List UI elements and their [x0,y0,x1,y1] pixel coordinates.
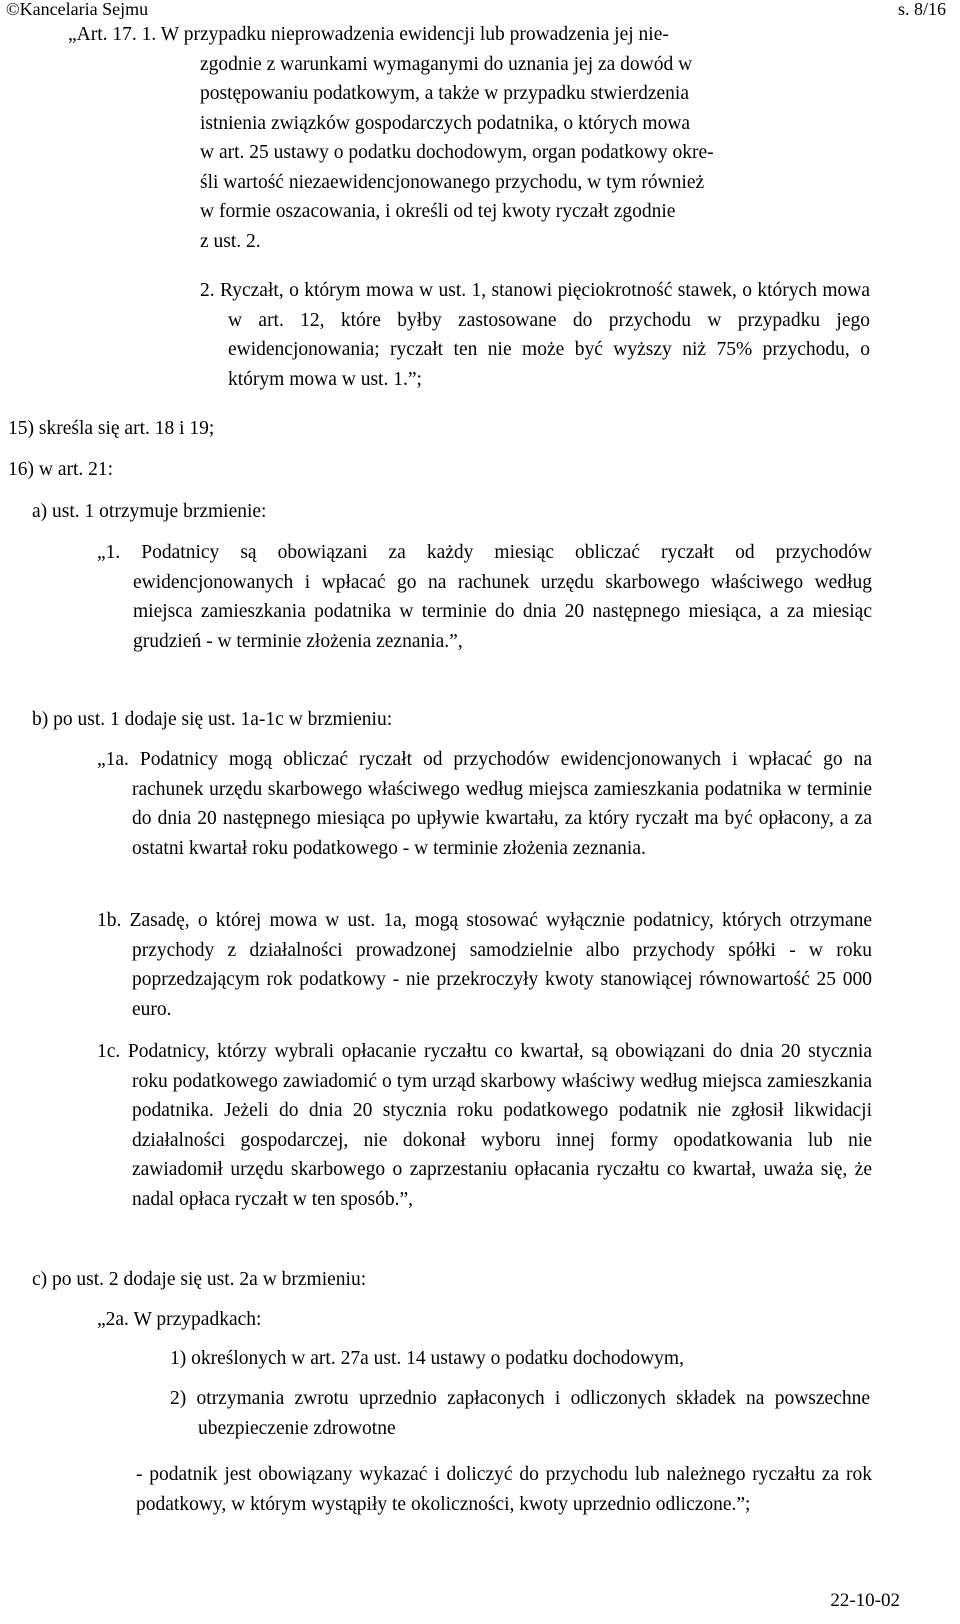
ust-1b [97,906,872,1024]
art-17-paragraph-2 [200,276,870,394]
text-line: z ust. 2. [200,230,261,252]
paragraph-text: „1. Podatnicy są obowiązani za każdy miesiąc obliczać ryczałt od przychodów ewidencjonowanych i wpłacać go na rachunek urzędu skarbowego właściwego według miejsca zamieszkania podatnika w terminie do dnia 20 następnego miesiąca, a za miesiąc grudzień - w terminie złożenia zeznania.”, [97,542,872,652]
text-line: istnienia związków gospodarczych podatnika, o których mowa [200,112,691,134]
item-16c [32,1265,632,1295]
text-line: zgodnie z warunkami wymaganymi do uznania jej za dowód w [200,53,693,75]
item-15 [8,414,508,444]
ust-2a-point-1 [170,1344,870,1374]
ust-2a-conclusion [136,1460,872,1519]
item-text: 16) w art. 21: [8,459,114,480]
item-text: b) po ust. 1 dodaje się ust. 1a-1c w brzmieniu: [32,709,393,730]
paragraph-text: - podatnik jest obowiązany wykazać i doliczyć do przychodu lub należnego ryczałtu za rok podatkowy, w którym wystąpiły te okoliczności, kwoty uprzednio odliczone.”; [136,1464,872,1515]
text-line: w art. 25 ustawy o podatku dochodowym, organ podatkowy okre- [200,142,714,163]
item-16b [32,705,632,735]
ust-1c [97,1037,872,1214]
ust-2a-point-2 [170,1384,870,1443]
header-source: ©Kancelaria Sejmu [6,0,149,19]
item-text: c) po ust. 2 dodaje się ust. 2a w brzmieniu: [32,1269,367,1290]
footer-date: 22-10-02 [830,1590,900,1611]
point-text: 2) otrzymania zwrotu uprzednio zapłaconych i odliczonych składek na powszechne ubezpieczenie zdrowotne [170,1388,870,1439]
point-text: 1) określonych w art. 27a ust. 14 ustawy o podatku dochodowym, [170,1348,684,1369]
ust-2a [97,1305,497,1335]
text-line: „Art. 17. 1. W przypadku nieprowadzenia ewidencji lub prowadzenia jej nie- [68,24,669,45]
item-text: a) ust. 1 otrzymuje brzmienie: [32,501,267,522]
text-line: postępowaniu podatkowym, a także w przypadku stwierdzenia [200,83,689,104]
art-17-paragraph-1 [68,20,868,256]
text-line: śli wartość niezaewidencjonowanego przychodu, w tym również [200,171,705,193]
text-line: w formie oszacowania, i określi od tej kwoty ryczałt zgodnie [200,201,676,222]
ust-1a [97,745,872,863]
paragraph-text: 2. Ryczałt, o którym mowa w ust. 1, stanowi pięciokrotność stawek, o których mowa w art. 12, które byłby zastosowane do przychodu w przypadku jego ewidencjonowania; ryczałt ten nie może być wyższy niż 75% przychodu, o którym mowa w ust. 1.”; [200,280,870,390]
paragraph-text: 1c. Podatnicy, którzy wybrali opłacanie ryczałtu co kwartał, są obowiązani do dnia 20 stycznia roku podatkowego zawiadomić o tym urząd skarbowy właściwy według miejsca zamieszkania podatnika. Jeżeli do dnia 20 stycznia roku podatkowego podatnik nie zgłosił likwidacji działalności gospodarczej, nie dokonał wyboru innej formy opodatkowania lub nie zawiadomił urzędu skarbowego o zaprzestaniu opłacania ryczałtu co kwartał, uważa się, że nadal opłaca ryczałt w ten sposób.”, [97,1041,872,1210]
item-text: 15) skreśla się art. 18 i 19; [8,418,215,439]
paragraph-text: 1b. Zasadę, o której mowa w ust. 1a, mogą stosować wyłącznie podatnicy, których otrzymane przychody z działalności prowadzonej samodzielnie albo przychody spółki - w roku poprzedzającym rok podatkowy - nie przekroczyły kwoty stanowiącej równowartość 25 000 euro. [97,910,872,1020]
paragraph-text: „1a. Podatnicy mogą obliczać ryczałt od przychodów ewidencjonowanych i wpłacać go na rachunek urzędu skarbowego właściwego według miejsca zamieszkania podatnika w terminie do dnia 20 następnego miesiąca po upływie kwartału, za który ryczałt ma być opłacony, a za ostatni kwartał roku podatkowego - w terminie złożenia zeznania. [97,749,872,859]
item-16 [8,455,508,485]
paragraph-text: „2a. W przypadkach: [97,1309,262,1330]
ust-1 [97,538,872,656]
item-16a [32,497,532,527]
header-page-number: s. 8/16 [897,0,946,19]
